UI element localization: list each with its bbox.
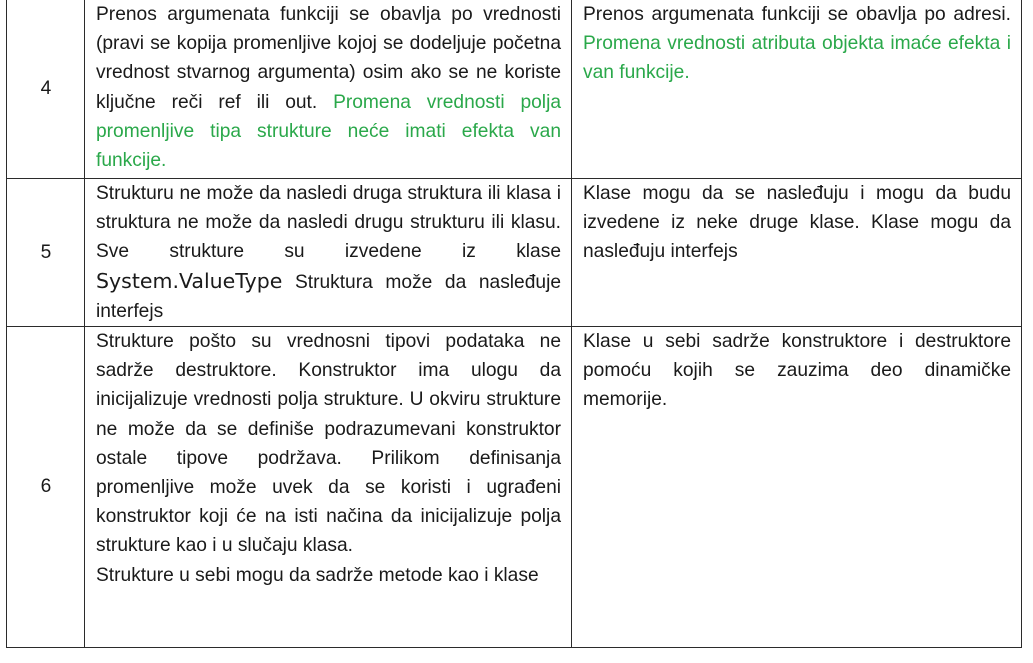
row-number: 4 <box>7 0 85 179</box>
cell-text: Prenos argumenata funkciji se obavlja po adresi. <box>583 4 1011 25</box>
code-text: System.ValueType <box>96 268 283 293</box>
table-row <box>7 179 1022 327</box>
class-cell <box>572 0 1022 179</box>
cell-paragraph: Strukture u sebi mogu da sadrže metode kao i klase <box>96 564 539 586</box>
cell-text: Klase mogu da se nasleđuju i mogu da budu izvedene iz neke druge klase. Klase mogu da nasleđuju interfejs <box>583 183 1011 263</box>
cell-paragraph: Strukture pošto su vrednosni tipovi podataka ne sadrže destruktore. Konstruktor ima ulogu da inicijalizuje vrednosti polja strukture. U okviru strukture ne može da se definiše podrazumevani konstruktor ostale tipove podržava. Prilikom definisanja promenljive može uvek da se koristi i ugrađeni konstruktor koji će na isti načina da inicijalizuje polja strukture kao i u slučaju klasa. <box>96 331 561 557</box>
struct-cell <box>85 179 572 327</box>
table-row <box>7 0 1022 179</box>
document-page <box>6 0 1021 648</box>
class-cell <box>572 179 1022 327</box>
table-row <box>7 327 1022 648</box>
cell-text: Strukturu ne može da nasledi druga struktura ili klasa i struktura ne može da nasledi drugu strukturu ili klasu. Sve strukture su izvedene iz klase <box>96 183 561 263</box>
comparison-table <box>6 0 1022 648</box>
cell-text: Prenos argumenata funkciji se obavlja po vrednosti (pravi se kopija promenljive kojoj se dodeljuje početna vrednost stvarnog argumenta) osim ako se ne koriste ključne reči ref ili out. <box>96 4 561 113</box>
row-number: 6 <box>7 327 85 648</box>
struct-cell <box>85 327 572 648</box>
row-number: 5 <box>7 179 85 327</box>
highlighted-text: Promena vrednosti polja promenljive tipa strukture neće imati efekta van funkcije. <box>96 91 562 172</box>
struct-cell <box>85 0 572 179</box>
cell-text: Klase u sebi sadrže konstruktore i destruktore pomoću kojih se zauzima deo dinamičke memorije. <box>583 331 1011 411</box>
class-cell <box>572 327 1022 648</box>
highlighted-text: Promena vrednosti atributa objekta imaće efekta i van funkcije. <box>583 33 1011 84</box>
cell-text: Struktura može da nasleđuje interfejs <box>96 271 561 322</box>
